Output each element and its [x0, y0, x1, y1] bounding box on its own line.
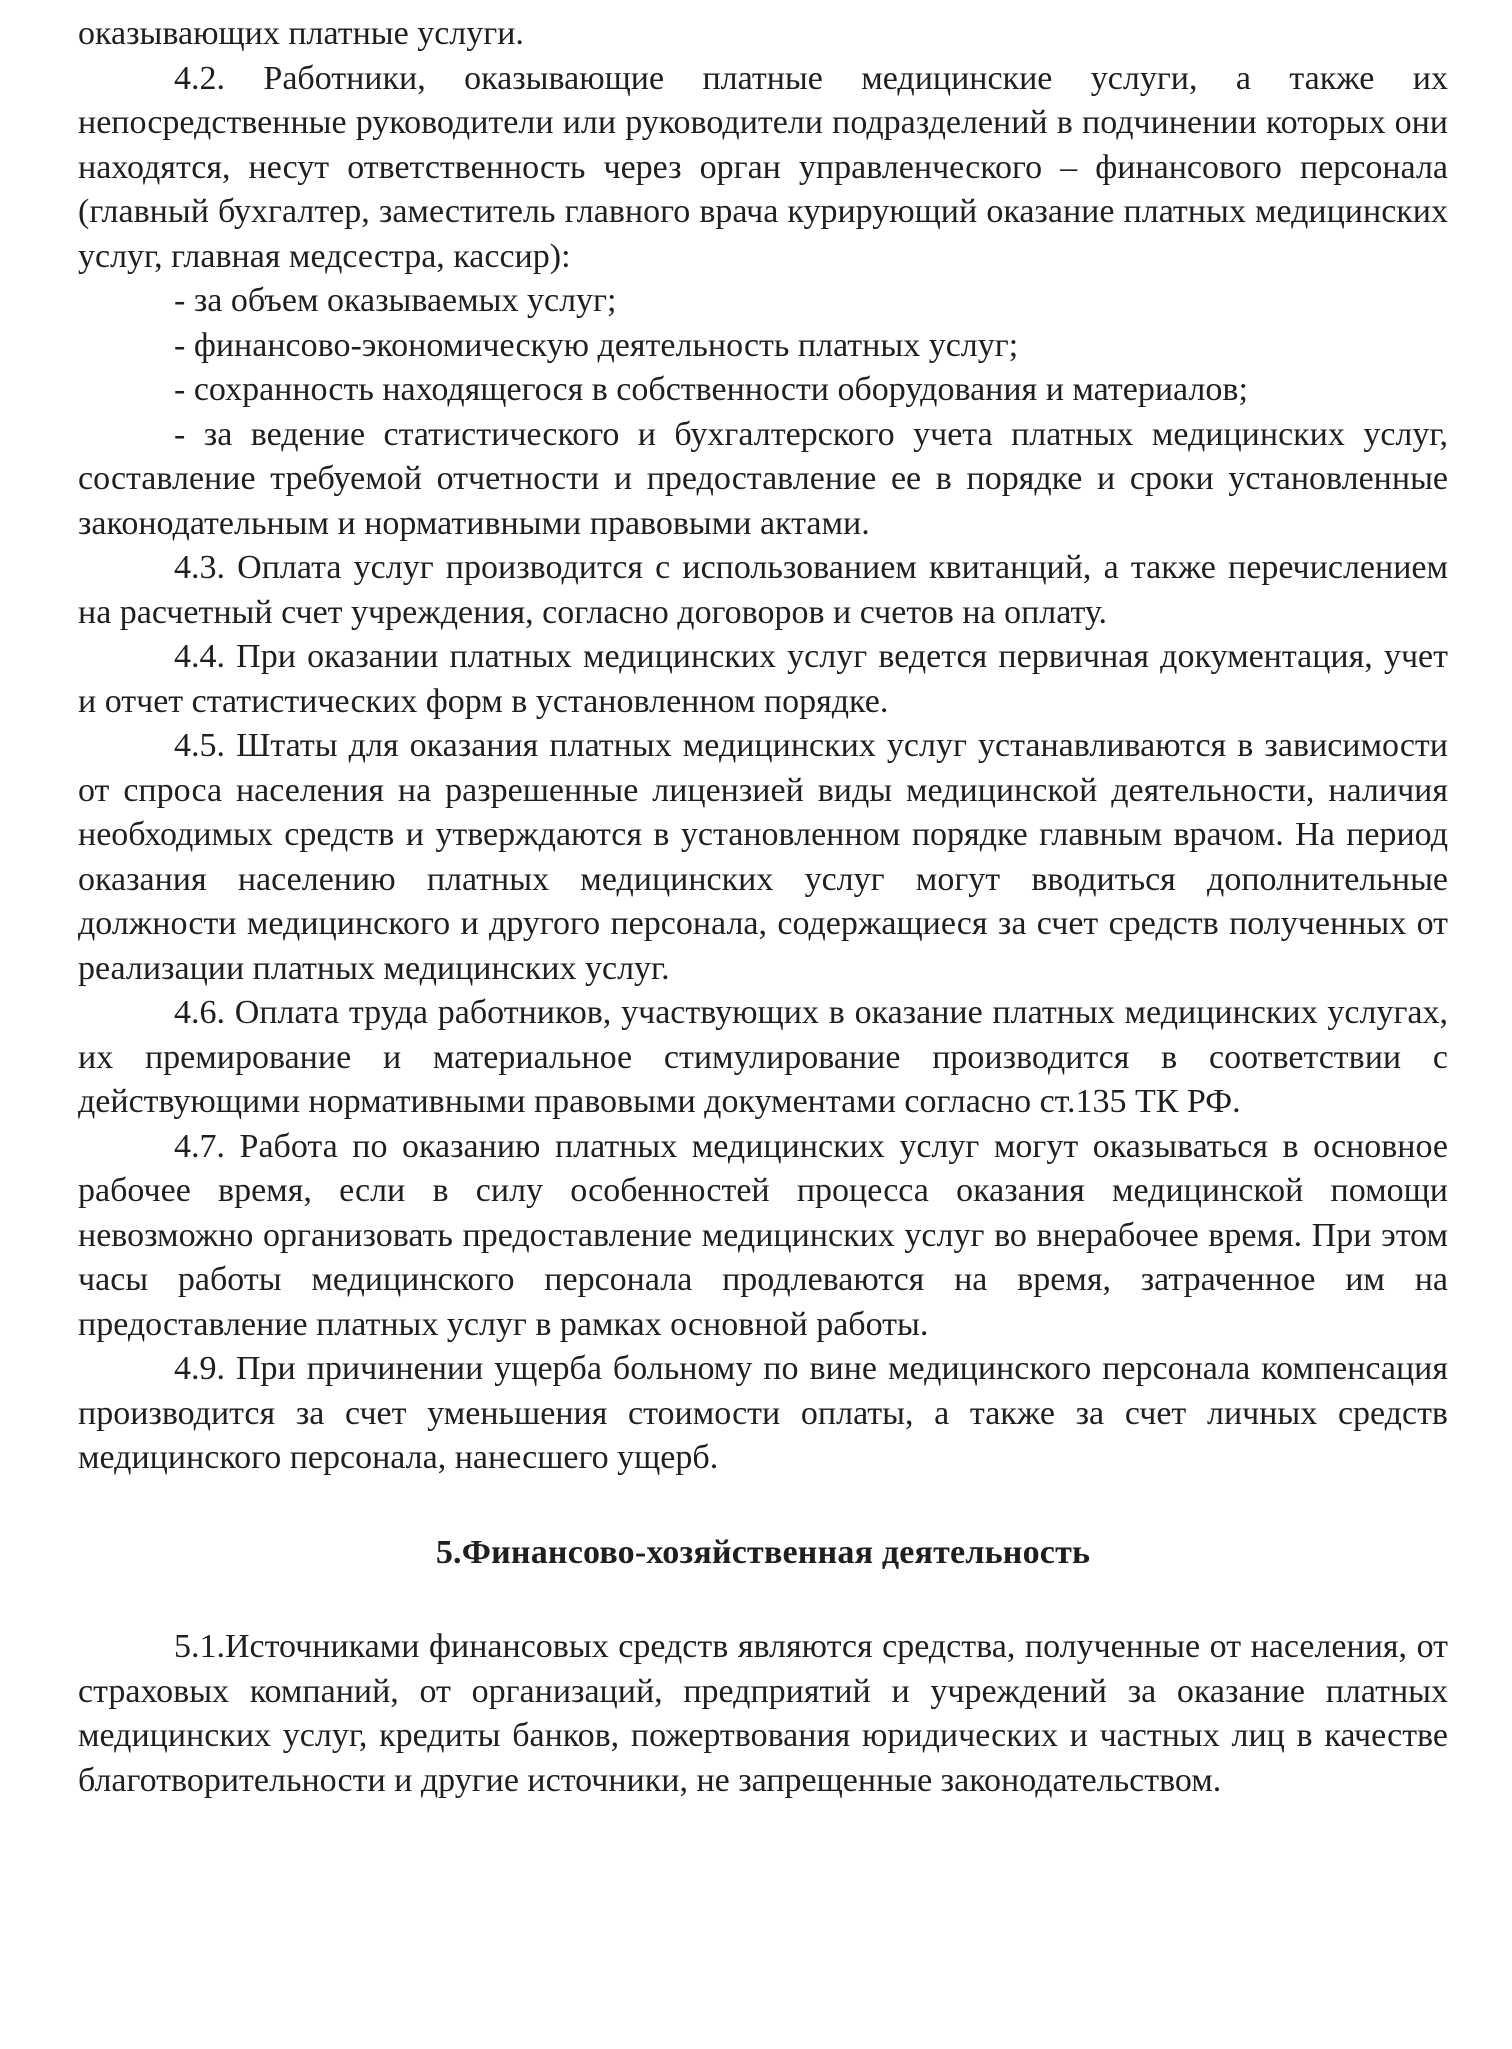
bullet-item: - сохранность находящегося в собственности оборудования и материалов; — [174, 371, 1248, 408]
paragraph-4-4: 4.4. При оказании платных медицинских услуг ведется первичная документация, учет и отчет статистических форм в установленном порядке. — [78, 638, 1448, 720]
paragraph-4-7: 4.7. Работа по оказанию платных медицинских услуг могут оказываться в основное рабочее время, если в силу особенностей процесса оказания медицинской помощи невозможно организовать предоставление медицинских услуг во внерабочее время. При этом часы работы медицинского персонала продлеваются на время, затраченное им на предоставление платных услуг в рамках основной работы. — [78, 1127, 1448, 1343]
bullet-item-long: - за ведение статистического и бухгалтерского учета платных медицинских услуг, составление требуемой отчетности и предоставление ее в порядке и сроки установленные законодательным и нормативными правовыми актами. — [78, 415, 1448, 542]
section-5-title: 5.Финансово-хозяйственная деятельность — [435, 1533, 1091, 1571]
bullet-item: - за объем оказываемых услуг; — [174, 282, 617, 319]
paragraph-4-6: 4.6. Оплата труда работников, участвующих в оказание платных медицинских услугах, их премирование и материальное стимулирование производится в соответствии с действующими нормативными правовыми документами согласно ст.135 ТК РФ. — [78, 994, 1448, 1120]
paragraph-4-5: 4.5. Штаты для оказания платных медицинских услуг устанавливаются в зависимости от спроса населения на разрешенные лицензией виды медицинской деятельности, наличия необходимых средств и утверждаются в установленном порядке главным врачом. На период оказания населению платных медицинских услуг могут вводиться дополнительные должности медицинского и другого персонала, содержащиеся за счет средств полученных от реализации платных медицинских услуг. — [78, 727, 1448, 987]
bullet-item: - финансово-экономическую деятельность платных услуг; — [174, 326, 1019, 364]
paragraph-4-3: 4.3. Оплата услуг производится с использованием квитанций, а также перечислением на расчетный счет учреждения, согласно договоров и счетов на оплату. — [78, 549, 1448, 631]
paragraph-4-9: 4.9. При причинении ущерба больному по вине медицинского персонала компенсация производится за счет уменьшения стоимости оплаты, а также за счет личных средств медицинского персонала, нанесшего ущерб. — [78, 1350, 1448, 1476]
intro-fragment: оказывающих платные услуги. — [78, 15, 524, 52]
paragraph-4-2: 4.2. Работники, оказывающие платные медицинские услуги, а также их непосредственные руководители или руководители подразделений в подчинении которых они находятся, несут ответственность через орган управленческого – финансового персонала (главный бухгалтер, заместитель главного врача курирующий оказание платных медицинских услуг, главная медсестра, кассир): — [78, 59, 1448, 275]
document-page — [78, 12, 1448, 1803]
paragraph-5-1: 5.1.Источниками финансовых средств являются средства, полученные от населения, от страховых компаний, от организаций, предприятий и учреждений за оказание платных медицинских услуг, кредиты банков, пожертвования юридических и частных лиц в качестве благотворительности и другие источники, не запрещенные законодательством. — [78, 1628, 1448, 1799]
